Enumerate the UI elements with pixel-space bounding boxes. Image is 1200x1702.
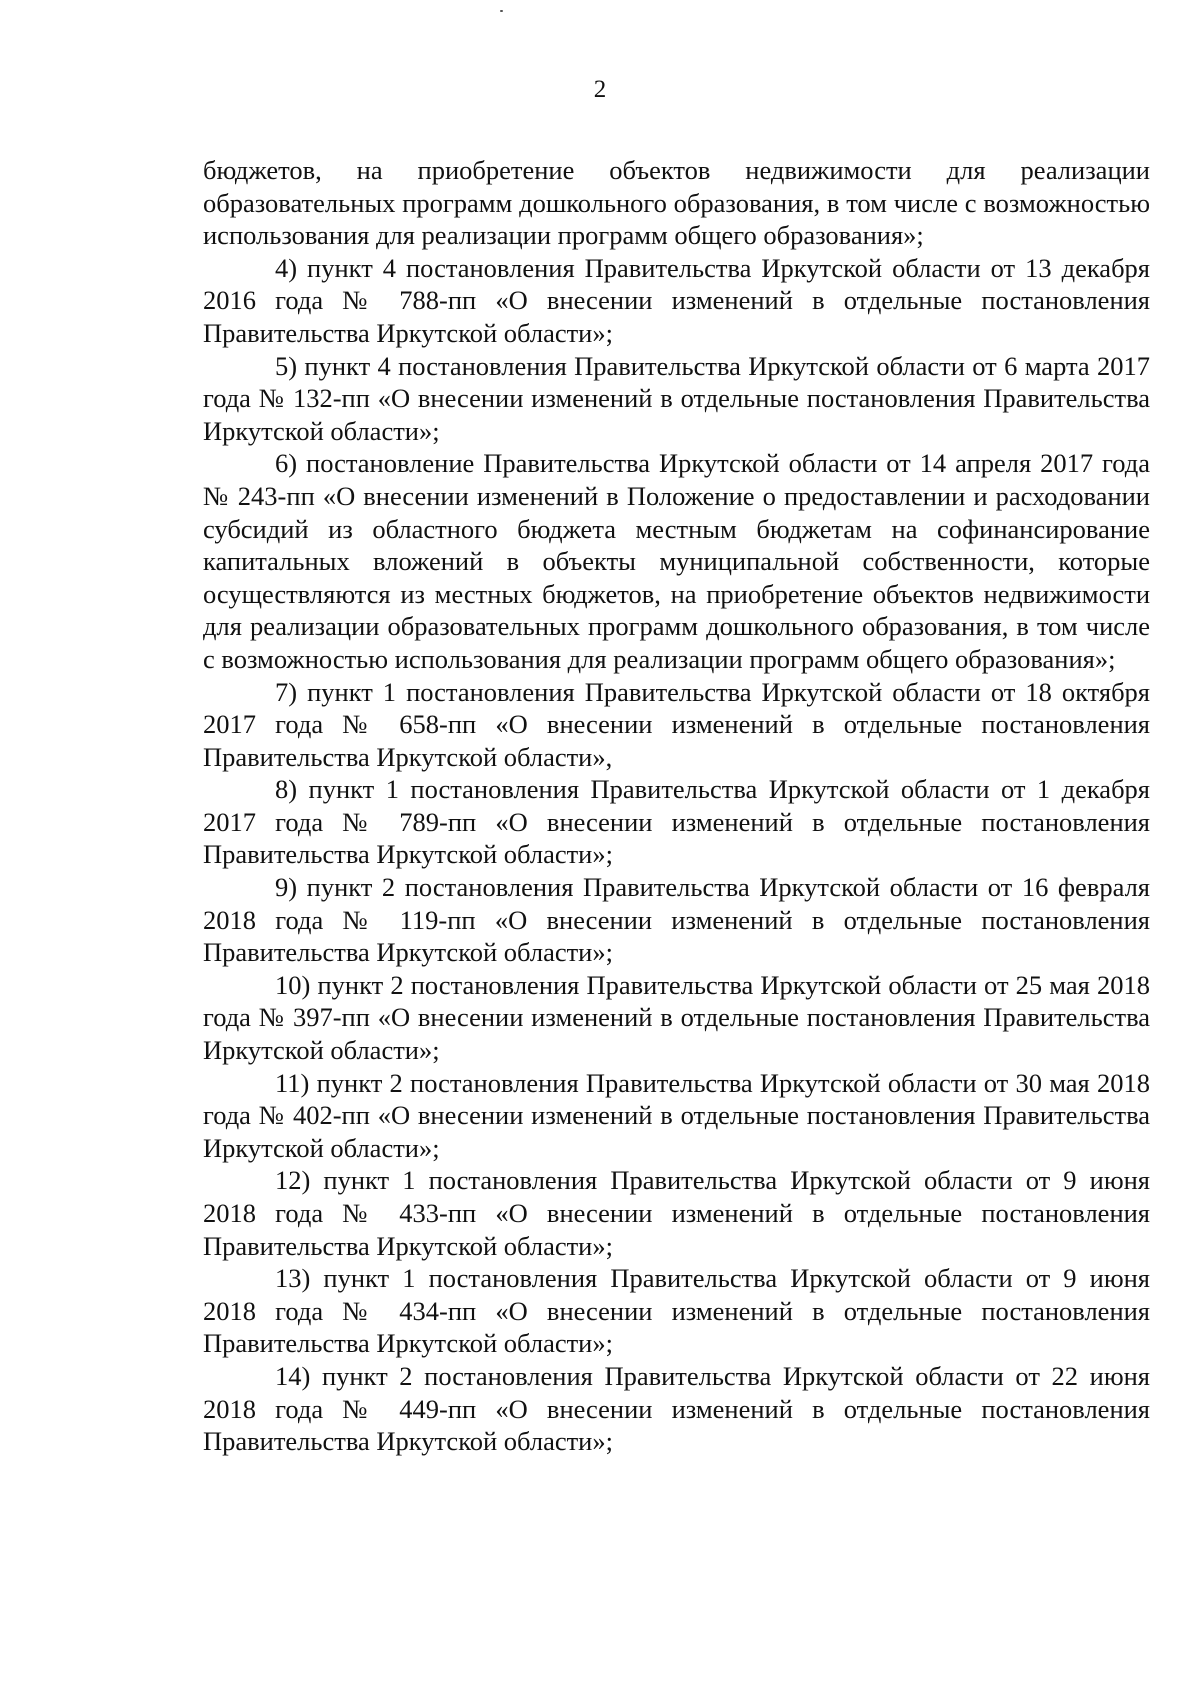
list-item-4: 4) пункт 4 постановления Правительства Иркутской области от 13 декабря 2016 года № 788-пп «О внесении изменений в отдельные постановления Правительства Иркутской области»; [203, 252, 1150, 348]
paragraph-continuation: бюджетов, на приобретение объектов недвижимости для реализации образовательных программ дошкольного образования, в том числе с возможностью использования для реализации программ общего образования»; [203, 155, 1150, 251]
document-body [203, 154, 1150, 1458]
scan-artifact-dot [500, 10, 503, 12]
list-item-5: 5) пункт 4 постановления Правительства Иркутской области от 6 марта 2017 года № 132-пп «О внесении изменений в отдельные постановления Правительства Иркутской области»; [203, 350, 1150, 446]
list-item-13: 13) пункт 1 постановления Правительства Иркутской области от 9 июня 2018 года № 434-пп «О внесении изменений в отдельные постановления Правительства Иркутской области»; [203, 1263, 1150, 1359]
page-number: 2 [593, 76, 607, 103]
list-item-11: 11) пункт 2 постановления Правительства Иркутской области от 30 мая 2018 года № 402-пп «О внесении изменений в отдельные постановления Правительства Иркутской области»; [203, 1067, 1150, 1163]
list-item-7: 7) пункт 1 постановления Правительства Иркутской области от 18 октября 2017 года № 658-пп «О внесении изменений в отдельные постановления Правительства Иркутской области», [203, 676, 1150, 772]
list-item-8: 8) пункт 1 постановления Правительства Иркутской области от 1 декабря 2017 года № 789-пп «О внесении изменений в отдельные постановления Правительства Иркутской области»; [203, 774, 1150, 870]
list-item-12: 12) пункт 1 постановления Правительства Иркутской области от 9 июня 2018 года № 433-пп «О внесении изменений в отдельные постановления Правительства Иркутской области»; [203, 1165, 1150, 1261]
list-item-6: 6) постановление Правительства Иркутской области от 14 апреля 2017 года № 243-пп «О внесении изменений в Положение о предоставлении и расходовании субсидий из областного бюджета местным бюджетам на софинансирование капитальных вложений в объекты муниципальной собственности, которые осуществляются из местных бюджетов, на приобретение объектов недвижимости для реализации образовательных программ дошкольного образования, в том числе с возможностью использования для реализации программ общего образования»; [203, 448, 1150, 674]
list-item-9: 9) пункт 2 постановления Правительства Иркутской области от 16 февраля 2018 года № 119-пп «О внесении изменений в отдельные постановления Правительства Иркутской области»; [203, 872, 1150, 968]
list-item-14: 14) пункт 2 постановления Правительства Иркутской области от 22 июня 2018 года № 449-пп «О внесении изменений в отдельные постановления Правительства Иркутской области»; [203, 1360, 1150, 1457]
list-item-10: 10) пункт 2 постановления Правительства Иркутской области от 25 мая 2018 года № 397-пп «О внесении изменений в отдельные постановления Правительства Иркутской области»; [203, 969, 1150, 1066]
